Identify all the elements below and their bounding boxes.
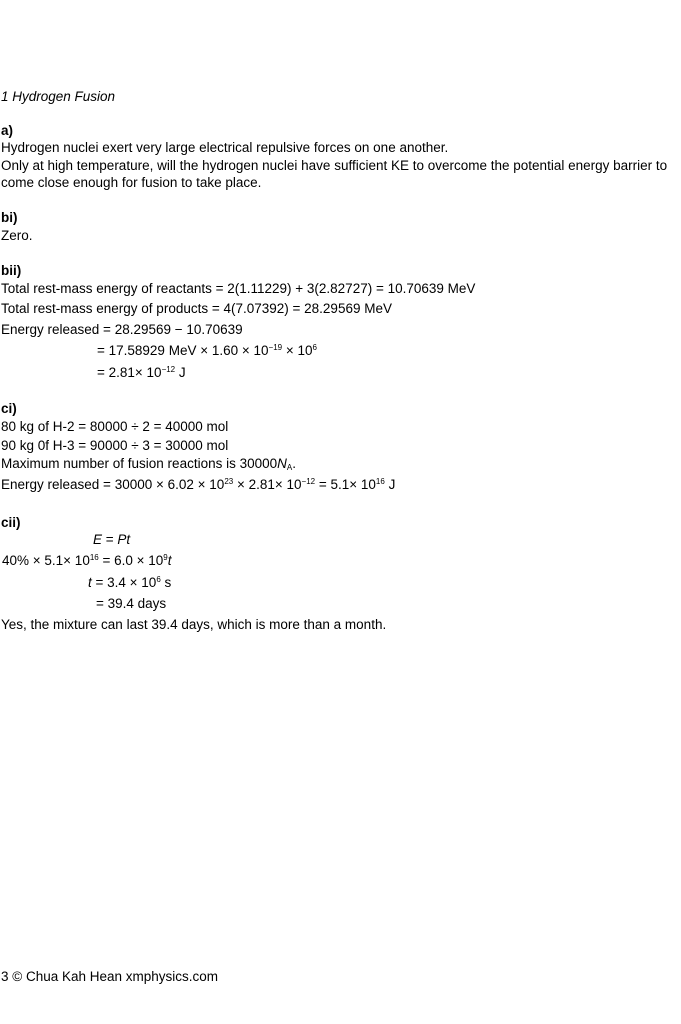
- energy-released-difference: Energy released = 28.29569 − 10.70639: [1, 322, 243, 337]
- part-ci-heading: ci): [1, 401, 17, 416]
- part-a-heading: a): [1, 123, 14, 138]
- part-bi-heading: bi): [1, 210, 18, 225]
- part-a-line-2: Only at high temperature, will the hydrogen nuclei have sufficient KE to overcome the potential energy barrier to come close enough for fusion to take place.: [1, 157, 668, 190]
- products-energy: Total rest-mass energy of products = 4(7.07392) = 28.29569 MeV: [1, 301, 392, 316]
- total-energy-released: Energy released = $30000 \times 6.02 \times 10^{23} \times 2.81\times 10^{-12} = 5.1\times 10^{16}$ J: [1, 477, 396, 492]
- energy-conversion-step: = 17.58929 MeV × $1.60 \times 10^{-19} \times 10^6$: [97, 343, 317, 358]
- time-days: = 39.4 days: [96, 596, 167, 611]
- part-a-line-1: Hydrogen nuclei exert very large electrical repulsive forces on one another.: [1, 140, 449, 155]
- energy-released-result: = $2.81\times 10^{-12}$ J: [97, 365, 186, 380]
- reactants-energy: Total rest-mass energy of reactants = 2(1.11229) + 3(2.82727) = 10.70639 MeV: [1, 281, 476, 296]
- h2-moles: 80 kg of H-2 = 80000 ÷ 2 = 40000 mol: [1, 419, 229, 434]
- conclusion: Yes, the mixture can last 39.4 days, which is more than a month.: [1, 617, 387, 632]
- section-title: 1 Hydrogen Fusion: [1, 89, 116, 104]
- part-bii-heading: bii): [1, 263, 22, 278]
- power-substitution: $40\% \times 5.1\times 10^{16} = 6.0 \times 10^9t$: [2, 553, 172, 568]
- max-fusion-reactions: Maximum number of fusion reactions is $30000N_A$.: [1, 456, 296, 472]
- time-seconds: $t = 3.4 \times 10^6$ s: [88, 575, 172, 590]
- part-bi-answer: Zero.: [1, 228, 33, 243]
- power-equation: E = Pt: [93, 532, 131, 547]
- part-a-answer: [1, 139, 671, 192]
- page-footer: 3 © Chua Kah Hean xmphysics.com: [1, 969, 219, 984]
- h3-moles: 90 kg 0f H-3 = 90000 ÷ 3 = 30000 mol: [1, 438, 229, 453]
- part-cii-heading: cii): [1, 515, 21, 530]
